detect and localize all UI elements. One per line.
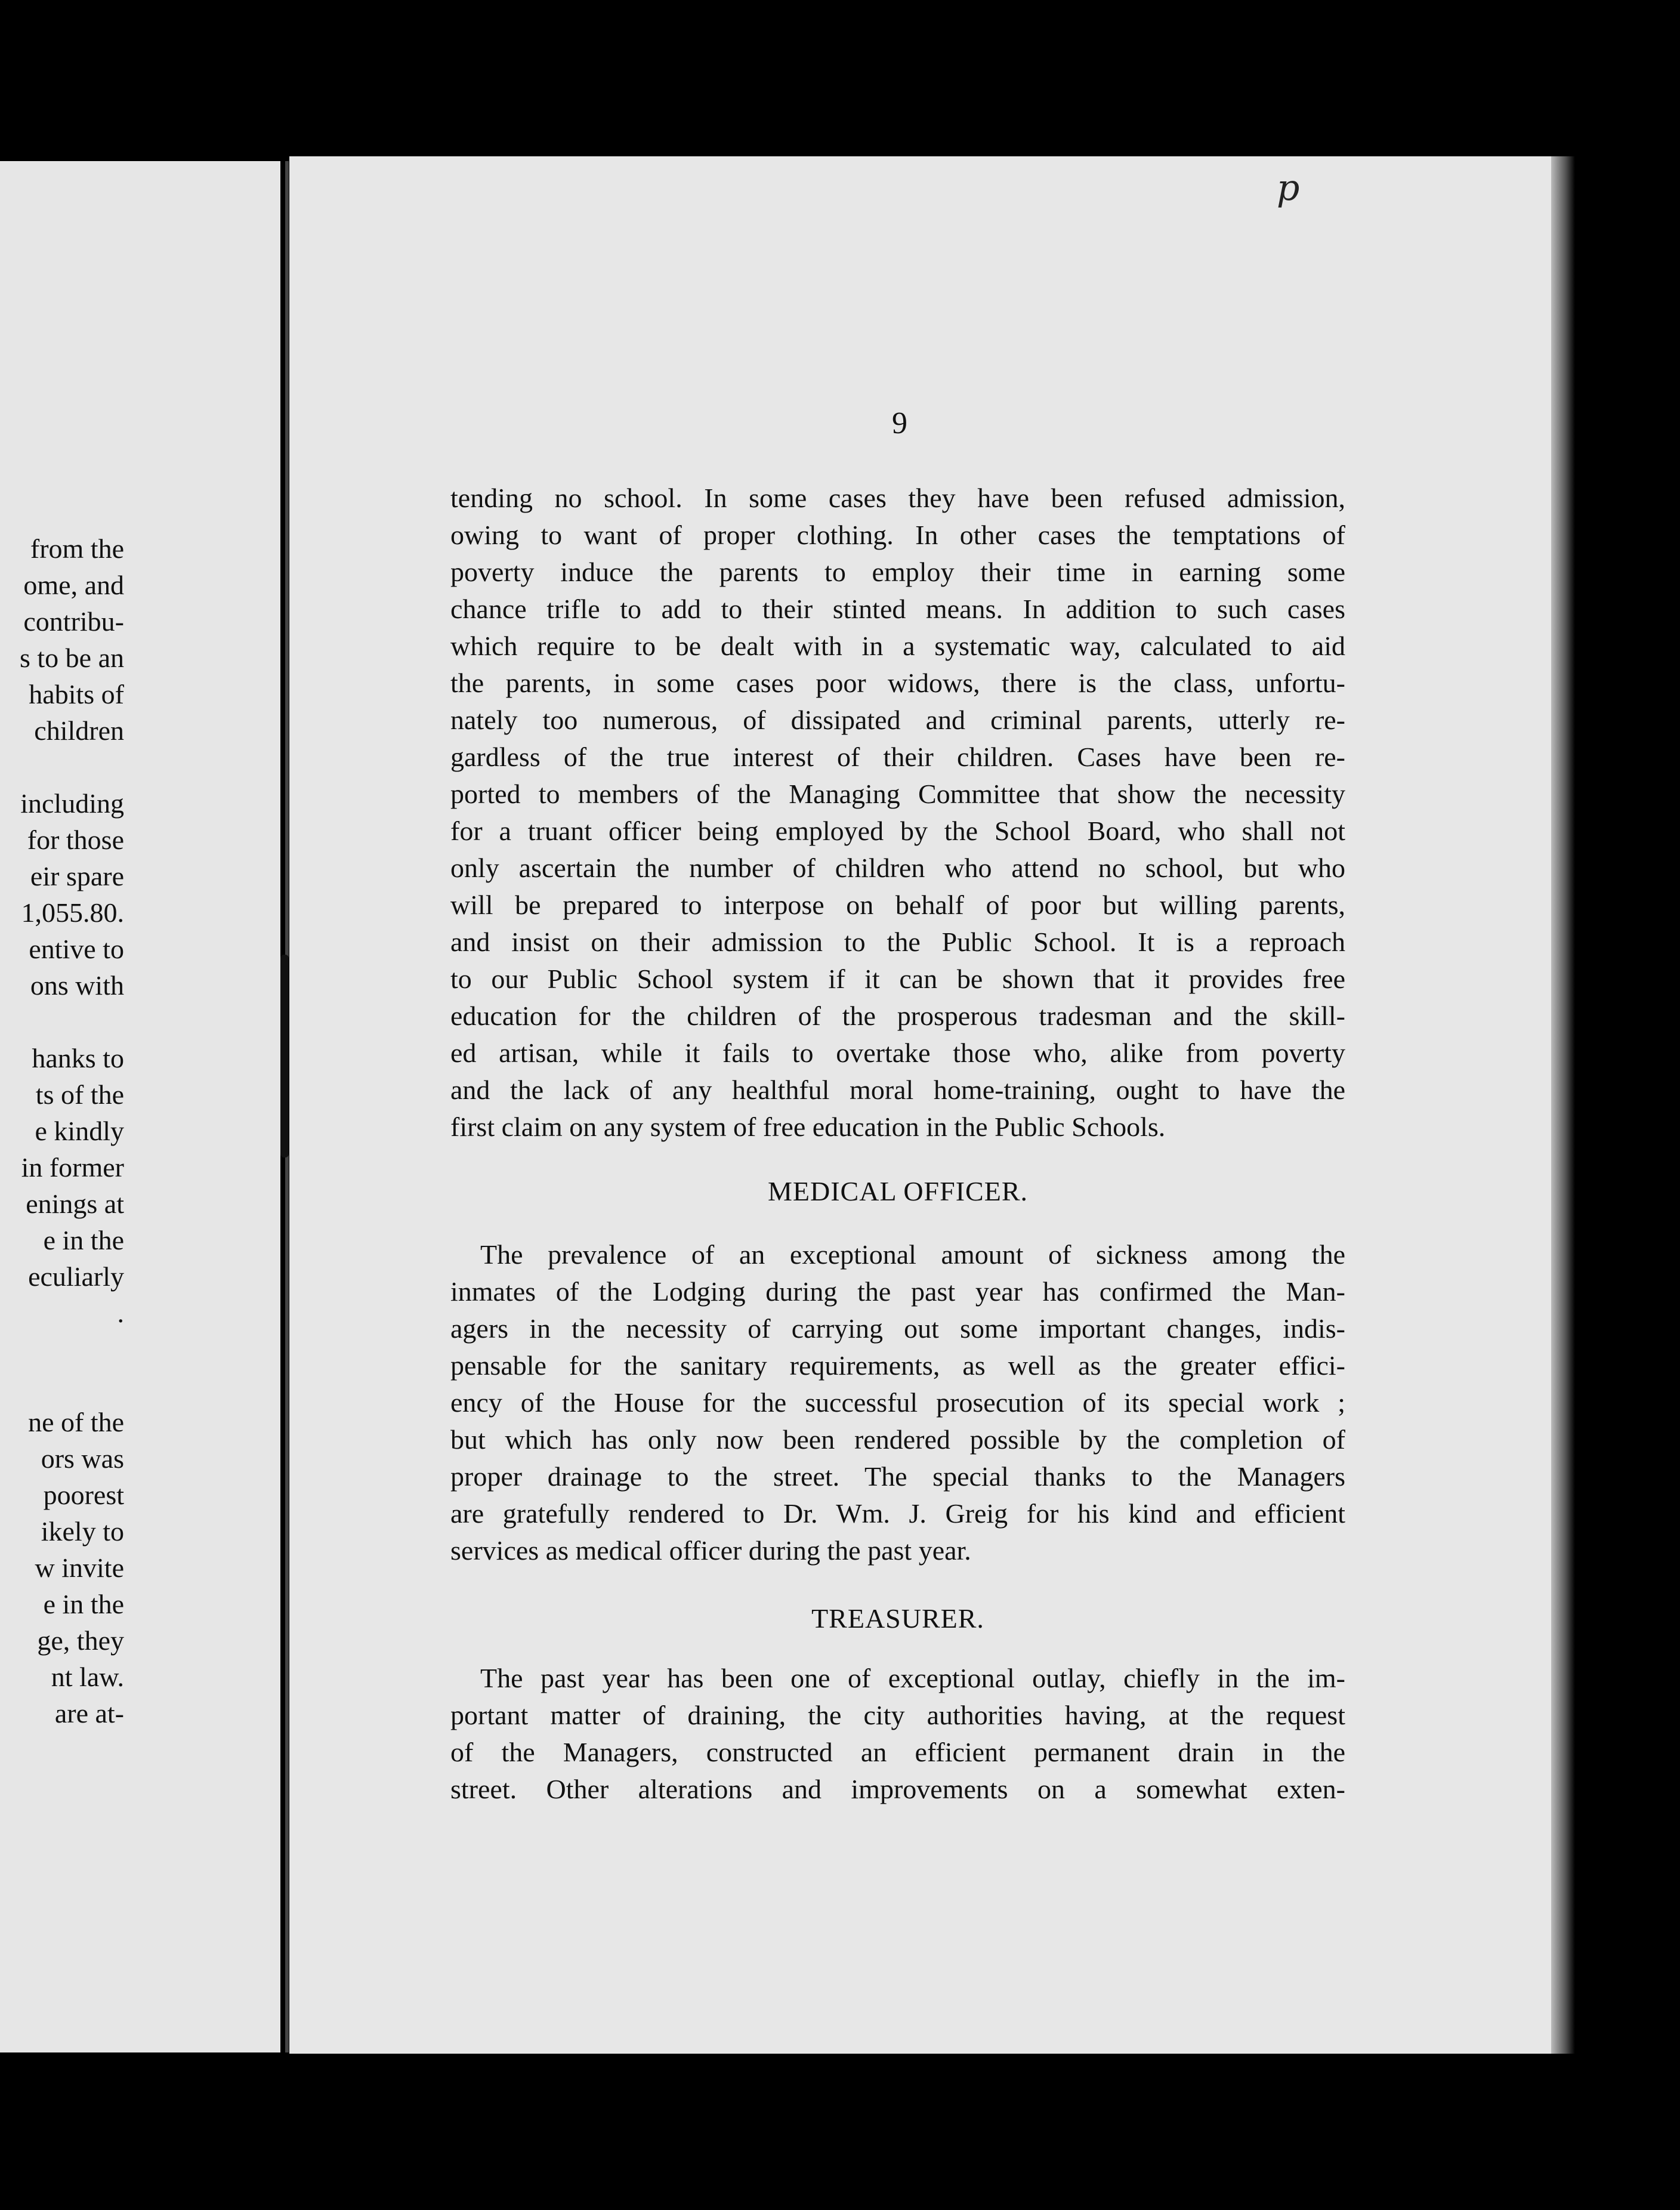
left-fragment: including [20,788,124,819]
text-line: chance trifle to add to their stinted means. In addition to such cases [450,594,1345,624]
text-line: nately too numerous, of dissipated and criminal parents, utterly re- [450,705,1345,735]
binding-mark [280,955,289,1158]
page-number: 9 [892,406,907,440]
left-fragment: ors was [41,1443,124,1474]
text-line: the parents, in some cases poor widows, there is the class, unfortu- [450,668,1345,698]
left-fragment: e kindly [35,1116,124,1146]
text-line: ported to members of the Managing Committee that show the necessity [450,779,1345,809]
paragraph-medical [450,1236,1345,1569]
left-page-text [0,531,124,1732]
paragraph-truant [450,480,1345,1146]
text-line: proper drainage to the street. The special thanks to the Managers [450,1461,1345,1492]
text-line: ency of the House for the successful prosecution of its special work ; [450,1387,1345,1418]
heading-treasurer: TREASURER. [811,1603,984,1634]
left-fragment: in former [21,1152,124,1183]
left-fragment: ikely to [41,1516,124,1547]
left-fragment: ts of the [35,1079,124,1110]
text-line: portant matter of draining, the city authorities having, at the request [450,1700,1345,1730]
text-line: gardless of the true interest of their children. Cases have been re- [450,742,1345,772]
text-line: agers in the necessity of carrying out some important changes, indis- [450,1313,1345,1344]
left-fragment: enings at [26,1189,124,1219]
left-fragment: for those [27,825,124,855]
left-fragment: e in the [43,1589,124,1619]
left-fragment [0,1368,124,1405]
text-line: The prevalence of an exceptional amount of sickness among the [480,1239,1345,1270]
left-fragment [0,1332,124,1368]
paragraph-treasurer [450,1660,1345,1808]
left-fragment: . [117,1298,124,1328]
left-fragment: children [34,715,124,746]
text-line: owing to want of proper clothing. In other cases the temptations of [450,520,1345,550]
text-line: for a truant officer being employed by the School Board, who shall not [450,816,1345,846]
left-fragment [0,749,124,786]
left-fragment: hanks to [32,1043,124,1073]
left-fragment: ge, they [37,1625,124,1656]
left-fragment: e in the [43,1225,124,1255]
text-line: and insist on their admission to the Public School. It is a reproach [450,927,1345,957]
left-fragment: 1,055.80. [21,897,124,928]
text-line: which require to be dealt with in a systematic way, calculated to aid [450,631,1345,661]
text-line: only ascertain the number of children who attend no school, but who [450,853,1345,883]
text-line: to our Public School system if it can be shown that it provides free [450,964,1345,994]
text-line: inmates of the Lodging during the past year has confirmed the Man- [450,1276,1345,1307]
left-fragment: contribu- [23,606,124,637]
text-line: services as medical officer during the past year. [450,1535,971,1566]
left-fragment: eculiarly [28,1261,124,1292]
heading-medical-officer: MEDICAL OFFICER. [768,1176,1028,1206]
left-fragment: from the [30,533,124,564]
left-fragment: eir spare [30,861,124,891]
left-page [0,161,280,2052]
text-line: first claim on any system of free education in the Public Schools. [450,1112,1166,1142]
text-line: education for the children of the prosperous tradesman and the skill- [450,1001,1345,1031]
left-fragment: poorest [43,1480,124,1510]
left-fragment: w invite [35,1552,124,1583]
text-line: ed artisan, while it fails to overtake those who, alike from poverty [450,1038,1345,1068]
left-fragment: entive to [29,934,124,964]
text-line: street. Other alterations and improvements on a somewhat exten- [450,1774,1345,1804]
text-line: The past year has been one of exceptional outlay, chiefly in the im- [480,1663,1345,1693]
text-line: and the lack of any healthful moral home-training, ought to have the [450,1075,1345,1105]
left-fragment: ne of the [28,1407,124,1437]
pencil-annotation: p [1277,167,1300,209]
text-line: are gratefully rendered to Dr. Wm. J. Greig for his kind and efficient [450,1498,1345,1529]
page-edge-shadow [1551,156,1575,2054]
text-line: of the Managers, constructed an efficient permanent drain in the [450,1737,1345,1767]
left-fragment [0,1004,124,1041]
text-line: pensable for the sanitary requirements, as well as the greater effici- [450,1350,1345,1381]
text-line: will be prepared to interpose on behalf of poor but willing parents, [450,890,1345,920]
text-line: tending no school. In some cases they have been refused admission, [450,483,1345,513]
left-fragment: nt law. [51,1662,124,1692]
left-fragment: s to be an [19,643,124,673]
left-fragment: ons with [30,970,124,1001]
left-fragment: habits of [29,679,124,709]
left-fragment: are at- [54,1698,124,1729]
text-line: poverty induce the parents to employ their time in earning some [450,557,1345,587]
text-line: but which has only now been rendered possible by the completion of [450,1424,1345,1455]
left-fragment: ome, and [23,570,124,600]
